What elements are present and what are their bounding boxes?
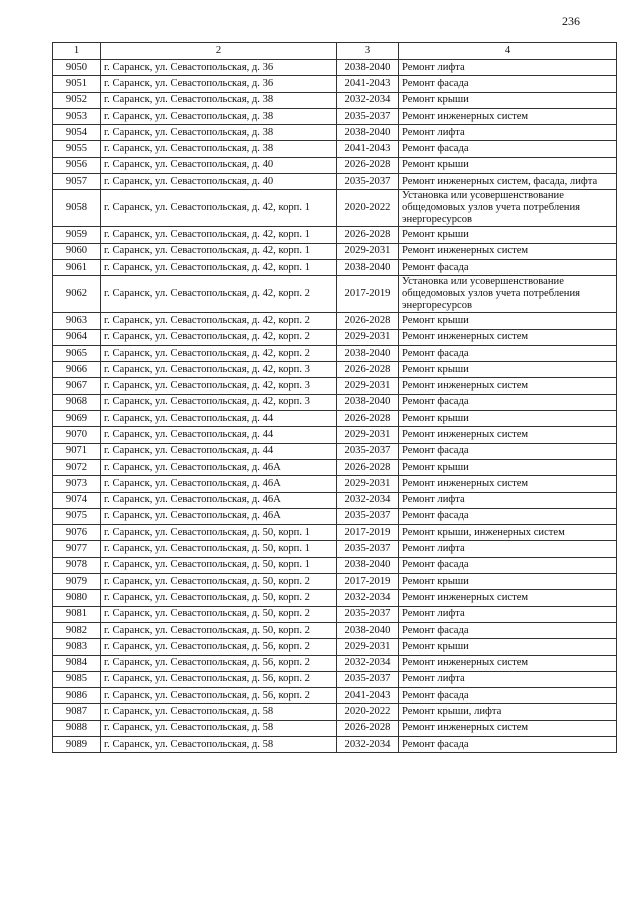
row-work-type: Ремонт фасада: [399, 259, 617, 275]
table-row: [53, 639, 617, 655]
row-work-type: Ремонт инженерных систем: [399, 590, 617, 606]
row-work-type: Ремонт инженерных систем: [399, 427, 617, 443]
table-row: [53, 590, 617, 606]
row-period: 2035-2037: [337, 671, 399, 687]
row-number: 9072: [53, 459, 101, 475]
row-period: 2041-2043: [337, 76, 399, 92]
table-row: [53, 157, 617, 173]
table-row: [53, 276, 617, 313]
row-work-type: Ремонт фасада: [399, 76, 617, 92]
row-period: 2038-2040: [337, 259, 399, 275]
row-number: 9073: [53, 476, 101, 492]
row-number: 9069: [53, 411, 101, 427]
row-address: г. Саранск, ул. Севастопольская, д. 56, корп. 2: [101, 671, 337, 687]
table-row: [53, 227, 617, 243]
row-period: 2029-2031: [337, 329, 399, 345]
row-address: г. Саранск, ул. Севастопольская, д. 38: [101, 141, 337, 157]
table-row: [53, 411, 617, 427]
table-row: [53, 190, 617, 227]
row-work-type: Установка или усовершенствование общедомовых узлов учета потребления энергоресурсов: [399, 276, 617, 313]
row-address: г. Саранск, ул. Севастопольская, д. 44: [101, 427, 337, 443]
row-work-type: Ремонт крыши: [399, 157, 617, 173]
row-work-type: Ремонт фасада: [399, 394, 617, 410]
row-address: г. Саранск, ул. Севастопольская, д. 36: [101, 76, 337, 92]
row-number: 9058: [53, 190, 101, 227]
row-address: г. Саранск, ул. Севастопольская, д. 38: [101, 125, 337, 141]
table-row: [53, 345, 617, 361]
row-work-type: Ремонт инженерных систем: [399, 329, 617, 345]
row-number: 9062: [53, 276, 101, 313]
table-row: [53, 492, 617, 508]
row-work-type: Ремонт фасада: [399, 443, 617, 459]
row-period: 2035-2037: [337, 508, 399, 524]
table-row: [53, 76, 617, 92]
header-col-1: 1: [53, 43, 101, 60]
table-row: [53, 606, 617, 622]
row-number: 9080: [53, 590, 101, 606]
table-row: [53, 476, 617, 492]
row-number: 9051: [53, 76, 101, 92]
row-period: 2017-2019: [337, 276, 399, 313]
table-row: [53, 362, 617, 378]
table-row: [53, 508, 617, 524]
row-address: г. Саранск, ул. Севастопольская, д. 40: [101, 157, 337, 173]
row-address: г. Саранск, ул. Севастопольская, д. 58: [101, 720, 337, 736]
table-row: [53, 671, 617, 687]
row-address: г. Саранск, ул. Севастопольская, д. 42, корп. 2: [101, 313, 337, 329]
row-work-type: Ремонт крыши: [399, 92, 617, 108]
row-address: г. Саранск, ул. Севастопольская, д. 42, корп. 2: [101, 276, 337, 313]
row-number: 9068: [53, 394, 101, 410]
row-address: г. Саранск, ул. Севастопольская, д. 46А: [101, 459, 337, 475]
row-number: 9066: [53, 362, 101, 378]
row-work-type: Ремонт крыши: [399, 411, 617, 427]
row-number: 9057: [53, 174, 101, 190]
table-row: [53, 243, 617, 259]
row-address: г. Саранск, ул. Севастопольская, д. 38: [101, 92, 337, 108]
header-col-4: 4: [399, 43, 617, 60]
row-work-type: Ремонт инженерных систем: [399, 108, 617, 124]
row-address: г. Саранск, ул. Севастопольская, д. 50, корп. 2: [101, 622, 337, 638]
row-number: 9067: [53, 378, 101, 394]
row-number: 9087: [53, 704, 101, 720]
row-work-type: Установка или усовершенствование общедомовых узлов учета потребления энергоресурсов: [399, 190, 617, 227]
row-address: г. Саранск, ул. Севастопольская, д. 42, корп. 2: [101, 329, 337, 345]
row-work-type: Ремонт лифта: [399, 541, 617, 557]
row-period: 2032-2034: [337, 590, 399, 606]
table-row: [53, 174, 617, 190]
table-row: [53, 125, 617, 141]
row-period: 2032-2034: [337, 492, 399, 508]
row-period: 2041-2043: [337, 688, 399, 704]
row-number: 9083: [53, 639, 101, 655]
row-work-type: Ремонт инженерных систем: [399, 655, 617, 671]
row-period: 2038-2040: [337, 622, 399, 638]
row-number: 9056: [53, 157, 101, 173]
row-period: 2017-2019: [337, 525, 399, 541]
table-row: [53, 736, 617, 752]
row-work-type: Ремонт фасада: [399, 622, 617, 638]
table-body: [53, 60, 617, 753]
row-work-type: Ремонт крыши: [399, 639, 617, 655]
row-work-type: Ремонт крыши: [399, 227, 617, 243]
row-work-type: Ремонт лифта: [399, 60, 617, 76]
row-work-type: Ремонт инженерных систем, фасада, лифта: [399, 174, 617, 190]
row-address: г. Саранск, ул. Севастопольская, д. 56, корп. 2: [101, 655, 337, 671]
row-period: 2035-2037: [337, 606, 399, 622]
repair-schedule-table: [52, 42, 617, 753]
row-number: 9075: [53, 508, 101, 524]
row-address: г. Саранск, ул. Севастопольская, д. 42, корп. 1: [101, 243, 337, 259]
row-period: 2026-2028: [337, 362, 399, 378]
table-row: [53, 443, 617, 459]
row-number: 9064: [53, 329, 101, 345]
table-row: [53, 394, 617, 410]
row-number: 9060: [53, 243, 101, 259]
row-work-type: Ремонт лифта: [399, 606, 617, 622]
row-work-type: Ремонт крыши, лифта: [399, 704, 617, 720]
table-row: [53, 60, 617, 76]
table-row: [53, 541, 617, 557]
row-number: 9078: [53, 557, 101, 573]
row-number: 9089: [53, 736, 101, 752]
row-period: 2038-2040: [337, 125, 399, 141]
row-period: 2035-2037: [337, 108, 399, 124]
header-col-3: 3: [337, 43, 399, 60]
row-work-type: Ремонт фасада: [399, 557, 617, 573]
row-period: 2020-2022: [337, 704, 399, 720]
row-number: 9052: [53, 92, 101, 108]
row-address: г. Саранск, ул. Севастопольская, д. 42, корп. 1: [101, 190, 337, 227]
table-row: [53, 704, 617, 720]
row-address: г. Саранск, ул. Севастопольская, д. 44: [101, 411, 337, 427]
row-number: 9070: [53, 427, 101, 443]
row-address: г. Саранск, ул. Севастопольская, д. 42, корп. 3: [101, 362, 337, 378]
row-number: 9054: [53, 125, 101, 141]
row-number: 9055: [53, 141, 101, 157]
table-row: [53, 655, 617, 671]
row-number: 9059: [53, 227, 101, 243]
row-period: 2020-2022: [337, 190, 399, 227]
row-address: г. Саранск, ул. Севастопольская, д. 42, корп. 2: [101, 345, 337, 361]
row-address: г. Саранск, ул. Севастопольская, д. 56, корп. 2: [101, 639, 337, 655]
row-address: г. Саранск, ул. Севастопольская, д. 50, корп. 1: [101, 557, 337, 573]
row-address: г. Саранск, ул. Севастопольская, д. 36: [101, 60, 337, 76]
row-work-type: Ремонт крыши: [399, 313, 617, 329]
table-row: [53, 259, 617, 275]
row-work-type: Ремонт крыши: [399, 362, 617, 378]
row-address: г. Саранск, ул. Севастопольская, д. 46А: [101, 508, 337, 524]
row-work-type: Ремонт лифта: [399, 492, 617, 508]
row-work-type: Ремонт инженерных систем: [399, 243, 617, 259]
row-work-type: Ремонт лифта: [399, 125, 617, 141]
row-address: г. Саранск, ул. Севастопольская, д. 42, корп. 1: [101, 259, 337, 275]
row-work-type: Ремонт крыши: [399, 459, 617, 475]
table-row: [53, 574, 617, 590]
row-number: 9053: [53, 108, 101, 124]
row-number: 9084: [53, 655, 101, 671]
row-address: г. Саранск, ул. Севастопольская, д. 50, корп. 2: [101, 606, 337, 622]
row-work-type: Ремонт крыши, инженерных систем: [399, 525, 617, 541]
row-address: г. Саранск, ул. Севастопольская, д. 58: [101, 736, 337, 752]
row-period: 2041-2043: [337, 141, 399, 157]
row-period: 2038-2040: [337, 394, 399, 410]
row-period: 2029-2031: [337, 378, 399, 394]
row-address: г. Саранск, ул. Севастопольская, д. 56, корп. 2: [101, 688, 337, 704]
row-period: 2035-2037: [337, 541, 399, 557]
table-row: [53, 378, 617, 394]
table-row: [53, 525, 617, 541]
row-number: 9061: [53, 259, 101, 275]
row-work-type: Ремонт лифта: [399, 671, 617, 687]
row-period: 2038-2040: [337, 557, 399, 573]
row-number: 9081: [53, 606, 101, 622]
row-address: г. Саранск, ул. Севастопольская, д. 50, корп. 2: [101, 574, 337, 590]
row-number: 9088: [53, 720, 101, 736]
row-period: 2026-2028: [337, 411, 399, 427]
row-address: г. Саранск, ул. Севастопольская, д. 58: [101, 704, 337, 720]
row-number: 9063: [53, 313, 101, 329]
row-work-type: Ремонт фасада: [399, 688, 617, 704]
row-period: 2026-2028: [337, 720, 399, 736]
row-address: г. Саранск, ул. Севастопольская, д. 50, корп. 1: [101, 525, 337, 541]
row-period: 2038-2040: [337, 60, 399, 76]
row-period: 2029-2031: [337, 639, 399, 655]
row-address: г. Саранск, ул. Севастопольская, д. 50, корп. 2: [101, 590, 337, 606]
row-number: 9079: [53, 574, 101, 590]
header-col-2: 2: [101, 43, 337, 60]
table-row: [53, 108, 617, 124]
row-period: 2032-2034: [337, 655, 399, 671]
row-work-type: Ремонт фасада: [399, 736, 617, 752]
row-address: г. Саранск, ул. Севастопольская, д. 42, корп. 3: [101, 394, 337, 410]
row-period: 2017-2019: [337, 574, 399, 590]
row-number: 9076: [53, 525, 101, 541]
row-number: 9071: [53, 443, 101, 459]
row-work-type: Ремонт фасада: [399, 345, 617, 361]
table-row: [53, 427, 617, 443]
row-address: г. Саранск, ул. Севастопольская, д. 40: [101, 174, 337, 190]
row-period: 2032-2034: [337, 736, 399, 752]
row-number: 9086: [53, 688, 101, 704]
row-work-type: Ремонт инженерных систем: [399, 476, 617, 492]
row-period: 2026-2028: [337, 313, 399, 329]
row-number: 9077: [53, 541, 101, 557]
row-period: 2029-2031: [337, 243, 399, 259]
row-work-type: Ремонт фасада: [399, 508, 617, 524]
table-row: [53, 557, 617, 573]
page-number: 236: [562, 14, 580, 28]
row-number: 9082: [53, 622, 101, 638]
row-address: г. Саранск, ул. Севастопольская, д. 38: [101, 108, 337, 124]
row-address: г. Саранск, ул. Севастопольская, д. 46А: [101, 492, 337, 508]
table-row: [53, 688, 617, 704]
table-row: [53, 622, 617, 638]
row-period: 2026-2028: [337, 227, 399, 243]
row-number: 9074: [53, 492, 101, 508]
row-work-type: Ремонт инженерных систем: [399, 720, 617, 736]
row-work-type: Ремонт крыши: [399, 574, 617, 590]
row-number: 9050: [53, 60, 101, 76]
table-row: [53, 329, 617, 345]
table-row: [53, 141, 617, 157]
row-number: 9065: [53, 345, 101, 361]
row-period: 2038-2040: [337, 345, 399, 361]
table-row: [53, 720, 617, 736]
row-work-type: Ремонт фасада: [399, 141, 617, 157]
row-period: 2029-2031: [337, 476, 399, 492]
row-address: г. Саранск, ул. Севастопольская, д. 42, корп. 3: [101, 378, 337, 394]
table-row: [53, 313, 617, 329]
row-address: г. Саранск, ул. Севастопольская, д. 44: [101, 443, 337, 459]
row-period: 2032-2034: [337, 92, 399, 108]
row-number: 9085: [53, 671, 101, 687]
row-period: 2026-2028: [337, 459, 399, 475]
row-period: 2035-2037: [337, 174, 399, 190]
table-row: [53, 459, 617, 475]
row-period: 2035-2037: [337, 443, 399, 459]
header-row: [53, 43, 617, 60]
row-period: 2026-2028: [337, 157, 399, 173]
row-address: г. Саранск, ул. Севастопольская, д. 46А: [101, 476, 337, 492]
row-period: 2029-2031: [337, 427, 399, 443]
row-work-type: Ремонт инженерных систем: [399, 378, 617, 394]
row-address: г. Саранск, ул. Севастопольская, д. 42, корп. 1: [101, 227, 337, 243]
table-row: [53, 92, 617, 108]
row-address: г. Саранск, ул. Севастопольская, д. 50, корп. 1: [101, 541, 337, 557]
